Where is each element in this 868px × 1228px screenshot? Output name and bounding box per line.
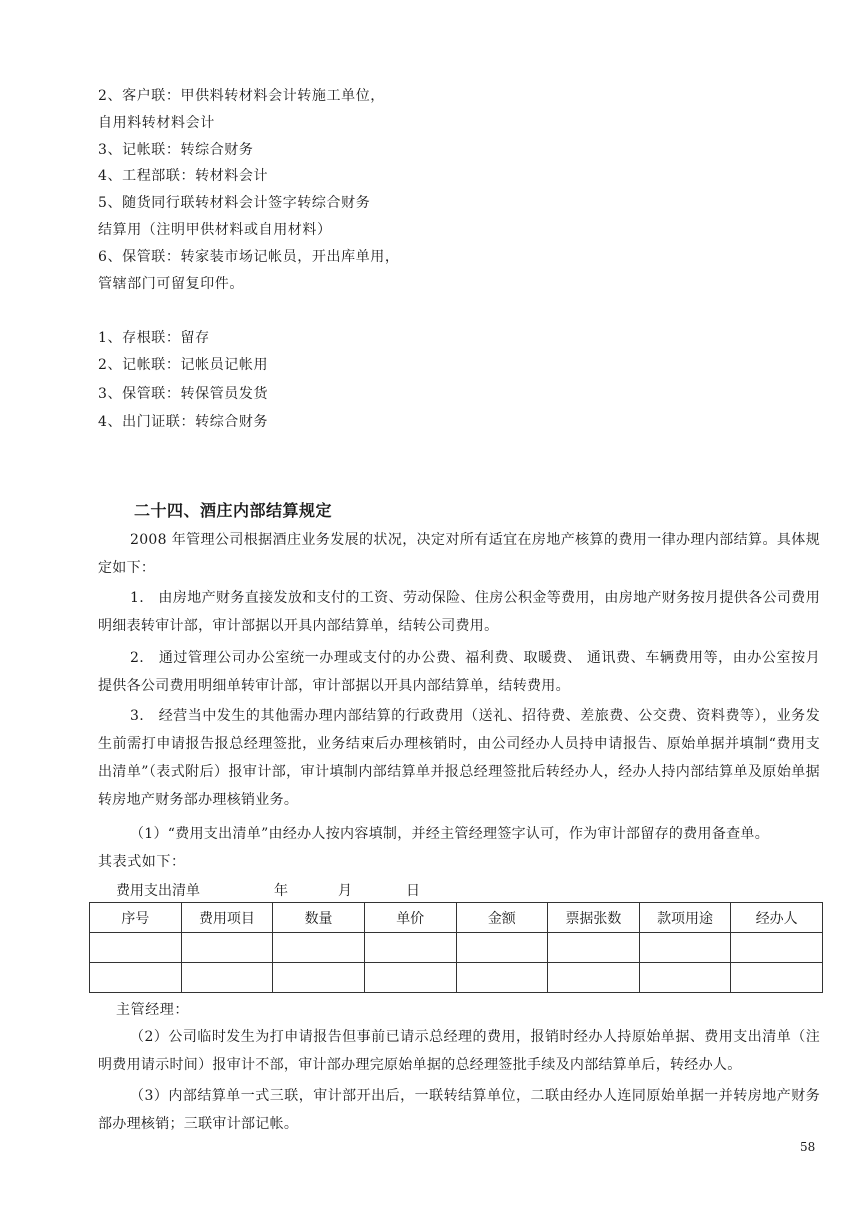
list-line: 1、存根联：留存	[98, 330, 210, 346]
table-cell	[639, 963, 731, 993]
intro-paragraph: 2008 年管理公司根据酒庄业务发展的状况，决定对所有适宜在房地产核算的费用一律办理内部结算。具体规定如下：	[98, 532, 820, 576]
list-line: 自用料转材料会计	[98, 115, 215, 131]
sub-rule-3: （3）内部结算单一式三联，审计部开出后，一联转结算单位，二联由经办人连同原始单据一并转房地产财务部办理核销；三联审计部记帐。	[98, 1088, 820, 1132]
list-line: 2、记帐联：记帐员记帐用	[98, 357, 269, 373]
column-header: 经办人	[731, 903, 823, 933]
list-line: 6、保管联：转家装市场记帐员，开出库单用，	[98, 249, 400, 265]
form-header	[116, 880, 420, 899]
list-line: 4、出门证联：转综合财务	[98, 414, 269, 430]
table-cell	[181, 963, 273, 993]
table-row	[90, 963, 823, 993]
table-cell	[364, 963, 456, 993]
form-intro: 其表式如下：	[98, 854, 186, 870]
list-line: 4、工程部联：转材料会计	[98, 168, 269, 184]
table-row	[90, 933, 823, 963]
sub-rule-1: （1）“费用支出清单”由经办人按内容填制，并经主管经理签字认可，作为审计部留存的费用备查单。	[130, 826, 770, 842]
table-cell	[548, 933, 640, 963]
section-heading: 二十四、酒庄内部结算规定	[134, 501, 333, 520]
list-line: 结算用（注明甲供材料或自用材料）	[98, 222, 332, 238]
table-cell	[731, 963, 823, 993]
list-line: 管辖部门可留复印件。	[98, 276, 244, 292]
list-line: 3、记帐联：转综合财务	[98, 142, 254, 158]
column-header: 金额	[456, 903, 548, 933]
list-line: 2、客户联：甲供料转材料会计转施工单位，	[98, 88, 385, 104]
column-header: 单价	[364, 903, 456, 933]
table-cell	[364, 933, 456, 963]
table-header-row	[90, 903, 823, 933]
table-cell	[90, 963, 182, 993]
form-year-label: 年	[274, 883, 288, 899]
table-cell	[639, 933, 731, 963]
column-header: 费用项目	[181, 903, 273, 933]
column-header: 款项用途	[639, 903, 731, 933]
manager-signature-label: 主管经理：	[116, 1002, 189, 1018]
form-day-label: 日	[406, 883, 420, 899]
rule-item-2: 2. 通过管理公司办公室统一办理或支付的办公费、福利费、取暖费、 通讯费、车辆费用等，由办公室按月提供各公司费用明细单转审计部，审计部据以开具内部结算单，结转费用。	[98, 650, 820, 694]
table-cell	[456, 933, 548, 963]
table-cell	[273, 933, 365, 963]
rule-item-1: 1. 由房地产财务直接发放和支付的工资、劳动保险、住房公积金等费用，由房地产财务按月提供各公司费用明细表转审计部，审计部据以开具内部结算单，结转公司费用。	[98, 590, 820, 634]
table-cell	[90, 933, 182, 963]
list-line: 5、随货同行联转材料会计签字转综合财务	[98, 195, 371, 211]
list-line: 3、保管联：转保管员发货	[98, 386, 269, 402]
rule-item-3: 3. 经营当中发生的其他需办理内部结算的行政费用（送礼、招待费、差旅费、公交费、资料费等），业务发生前需打申请报告报总经理签批，业务结束后办理核销时，由公司经办人员持申请报告、原始单据并填制“费用支出清单”（表式附后）报审计部，审计填制内部结算单并报总经理签批后转经办人，经办人持内部结算单及原始单据转房地产财务部办理核销业务。	[98, 708, 820, 808]
column-header: 序号	[90, 903, 182, 933]
form-month-label: 月	[338, 883, 352, 899]
sub-rule-2: （2）公司临时发生为打申请报告但事前已请示总经理的费用，报销时经办人持原始单据、费用支出清单（注明费用请示时间）报审计不部，审计部办理完原始单据的总经理签批手续及内部结算单后，转经办人。	[98, 1029, 820, 1073]
table-cell	[548, 963, 640, 993]
table-cell	[456, 963, 548, 993]
table-cell	[731, 933, 823, 963]
form-title: 费用支出清单	[116, 883, 200, 899]
table-cell	[181, 933, 273, 963]
table-cell	[273, 963, 365, 993]
expense-form-table	[89, 902, 823, 993]
column-header: 票据张数	[548, 903, 640, 933]
page-number: 58	[800, 1140, 816, 1154]
column-header: 数量	[273, 903, 365, 933]
